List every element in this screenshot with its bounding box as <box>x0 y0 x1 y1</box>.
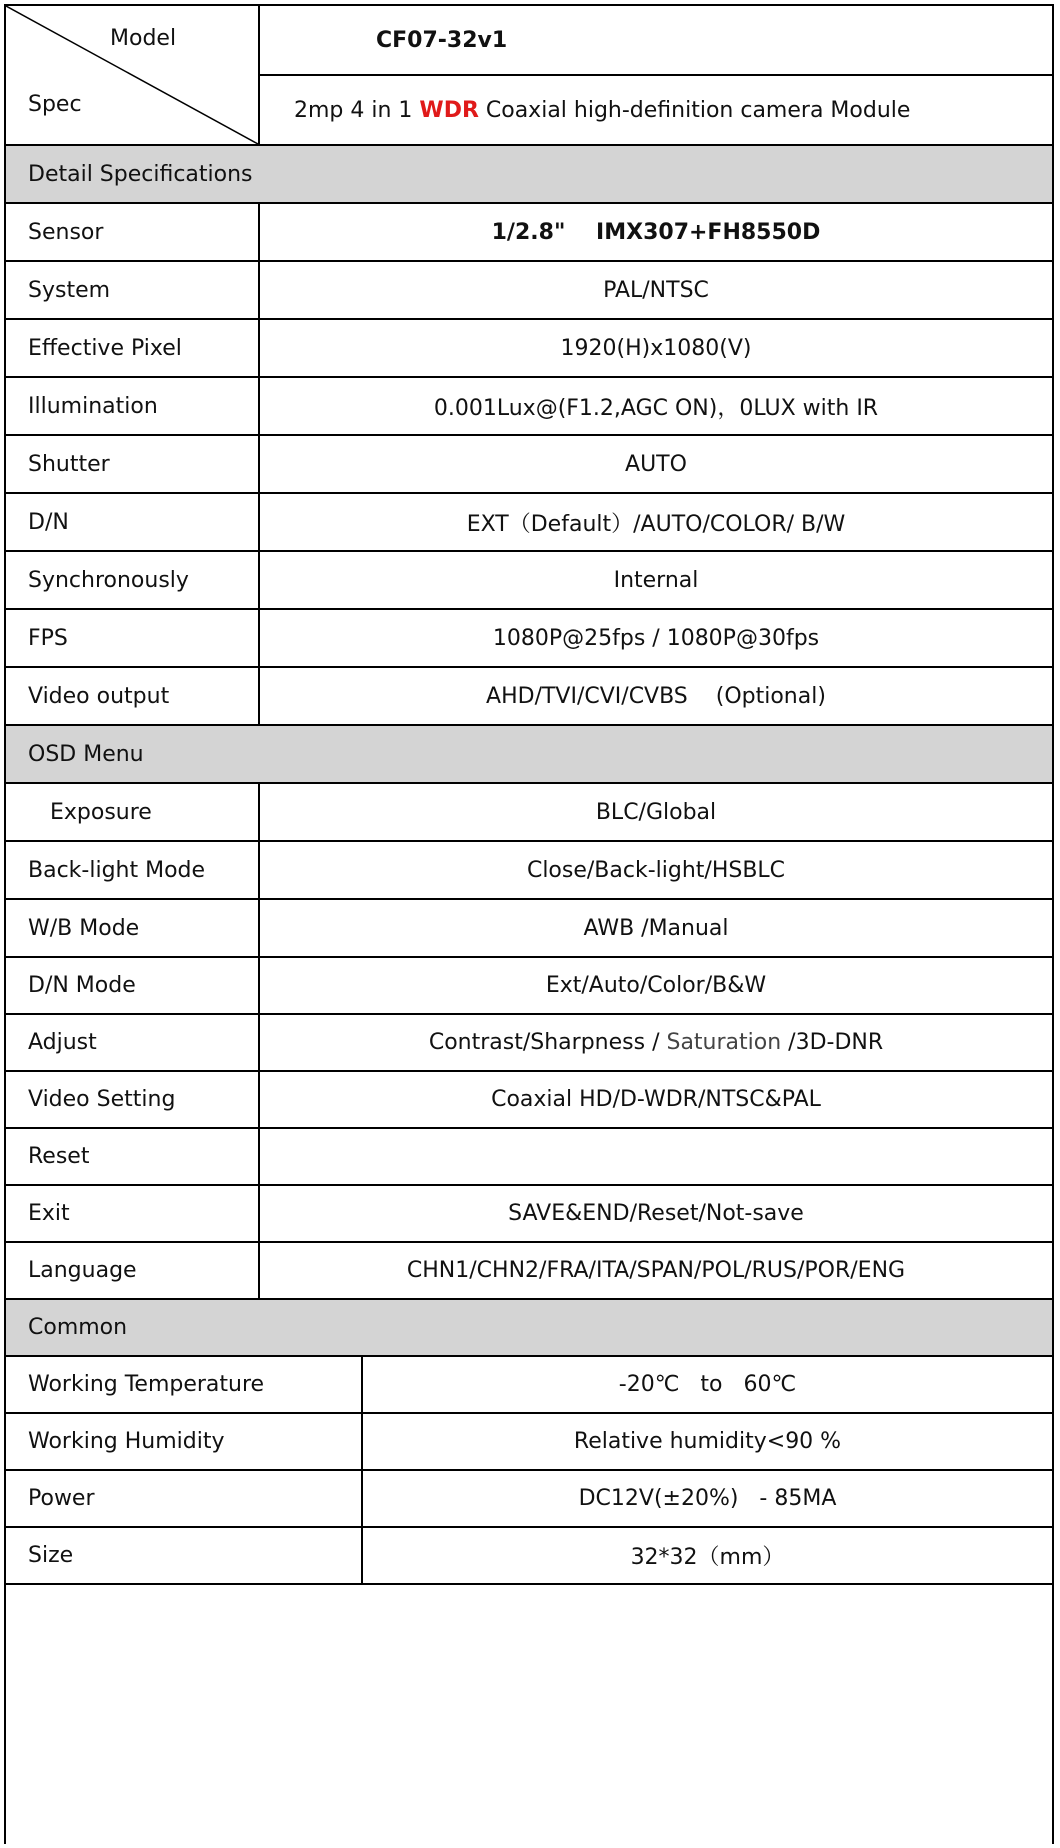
spec-prefix: 2mp 4 in 1 <box>294 97 420 123</box>
row-label: System <box>28 277 111 303</box>
row-value: Internal <box>258 552 1052 608</box>
osd-row-reset <box>6 1129 1052 1186</box>
row-value: AHD/TVI/CVI/CVBS (Optional) <box>258 668 1052 724</box>
row-label: Size <box>28 1543 74 1568</box>
model-value: CF07-32v1 <box>258 6 1052 76</box>
spec-row-illumination <box>6 378 1052 436</box>
row-value: 1920(H)x1080(V) <box>258 320 1052 376</box>
spec-row-dn <box>6 494 1052 552</box>
row-label: Exit <box>28 1201 70 1226</box>
spec-label: Spec <box>28 92 82 117</box>
row-label: FPS <box>28 625 68 651</box>
row-value: Close/Back-light/HSBLC <box>258 842 1052 898</box>
row-label: Effective Pixel <box>28 335 182 361</box>
common-row-size <box>6 1528 1052 1585</box>
row-value: -20℃ to 60℃ <box>361 1357 1052 1412</box>
row-label: Exposure <box>50 799 152 825</box>
osd-row-adjust <box>6 1015 1052 1072</box>
row-label: Synchronously <box>28 567 189 593</box>
section-osd-menu <box>6 726 1052 784</box>
row-value: Ext/Auto/Color/B&W <box>258 958 1052 1013</box>
row-label: Adjust <box>28 1030 97 1055</box>
osd-row-dn-mode <box>6 958 1052 1015</box>
row-label: Power <box>28 1486 95 1511</box>
row-value: CHN1/CHN2/FRA/ITA/SPAN/POL/RUS/POR/ENG <box>258 1243 1052 1298</box>
row-value: AWB /Manual <box>258 900 1052 956</box>
row-value: 0.001Lux@(F1.2,AGC ON)，0LUX with IR <box>258 378 1052 434</box>
row-value: AUTO <box>258 436 1052 492</box>
spec-row-effective-pixel <box>6 320 1052 378</box>
spec-row-fps <box>6 610 1052 668</box>
spec-suffix: Coaxial high-definition camera Module <box>478 97 911 123</box>
row-value: 1/2.8" IMX307+FH8550D <box>258 204 1052 260</box>
row-label: Working Humidity <box>28 1429 225 1454</box>
row-value: Relative humidity<90 % <box>361 1414 1052 1469</box>
row-value: PAL/NTSC <box>258 262 1052 318</box>
row-value: 32*32（mm） <box>361 1528 1052 1583</box>
spec-row-system <box>6 262 1052 320</box>
section-title: Detail Specifications <box>28 161 253 187</box>
section-common <box>6 1300 1052 1357</box>
common-row-working-temperature <box>6 1357 1052 1414</box>
adjust-part-a: Contrast/Sharpness / <box>428 1030 667 1055</box>
section-title: Common <box>28 1315 128 1340</box>
row-label: Illumination <box>28 393 158 419</box>
row-label: Language <box>28 1258 137 1283</box>
row-label: Working Temperature <box>28 1372 265 1397</box>
row-label: Video output <box>28 683 170 709</box>
osd-row-exit <box>6 1186 1052 1243</box>
section-title: OSD Menu <box>28 741 144 767</box>
osd-row-video-setting <box>6 1072 1052 1129</box>
common-row-working-humidity <box>6 1414 1052 1471</box>
row-value: Coaxial HD/D-WDR/NTSC&PAL <box>258 1072 1052 1127</box>
spec-header <box>6 6 1052 146</box>
row-value: EXT（Default）/AUTO/COLOR/ B/W <box>258 494 1052 550</box>
common-row-power <box>6 1471 1052 1528</box>
spec-highlight: WDR <box>419 97 479 123</box>
row-value: DC12V(±20%) - 85MA <box>361 1471 1052 1526</box>
row-label: D/N <box>28 509 69 535</box>
spec-value <box>258 76 1052 144</box>
osd-row-wb-mode <box>6 900 1052 958</box>
row-label: W/B Mode <box>28 915 140 941</box>
row-value <box>258 1129 1052 1184</box>
row-label: Video Setting <box>28 1087 176 1112</box>
adjust-part-c: /3D-DNR <box>781 1030 884 1055</box>
model-label: Model <box>110 26 177 51</box>
osd-row-exposure <box>6 784 1052 842</box>
model-spec-corner-cell <box>6 6 258 144</box>
spec-row-video-output <box>6 668 1052 726</box>
row-label: Reset <box>28 1144 90 1169</box>
row-value: SAVE&END/Reset/Not-save <box>258 1186 1052 1241</box>
section-detail-specifications <box>6 146 1052 204</box>
row-value: BLC/Global <box>258 784 1052 840</box>
row-value: 1080P@25fps / 1080P@30fps <box>258 610 1052 666</box>
row-label: Sensor <box>28 219 104 245</box>
spec-row-shutter <box>6 436 1052 494</box>
spec-row-sensor <box>6 204 1052 262</box>
row-value <box>258 1015 1052 1070</box>
spec-table <box>4 4 1054 1844</box>
row-label: D/N Mode <box>28 973 136 998</box>
osd-row-backlight-mode <box>6 842 1052 900</box>
adjust-part-saturation: Saturation <box>666 1030 782 1055</box>
row-label: Shutter <box>28 451 110 477</box>
row-label: Back-light Mode <box>28 857 206 883</box>
spec-row-synchronously <box>6 552 1052 610</box>
osd-row-language <box>6 1243 1052 1300</box>
